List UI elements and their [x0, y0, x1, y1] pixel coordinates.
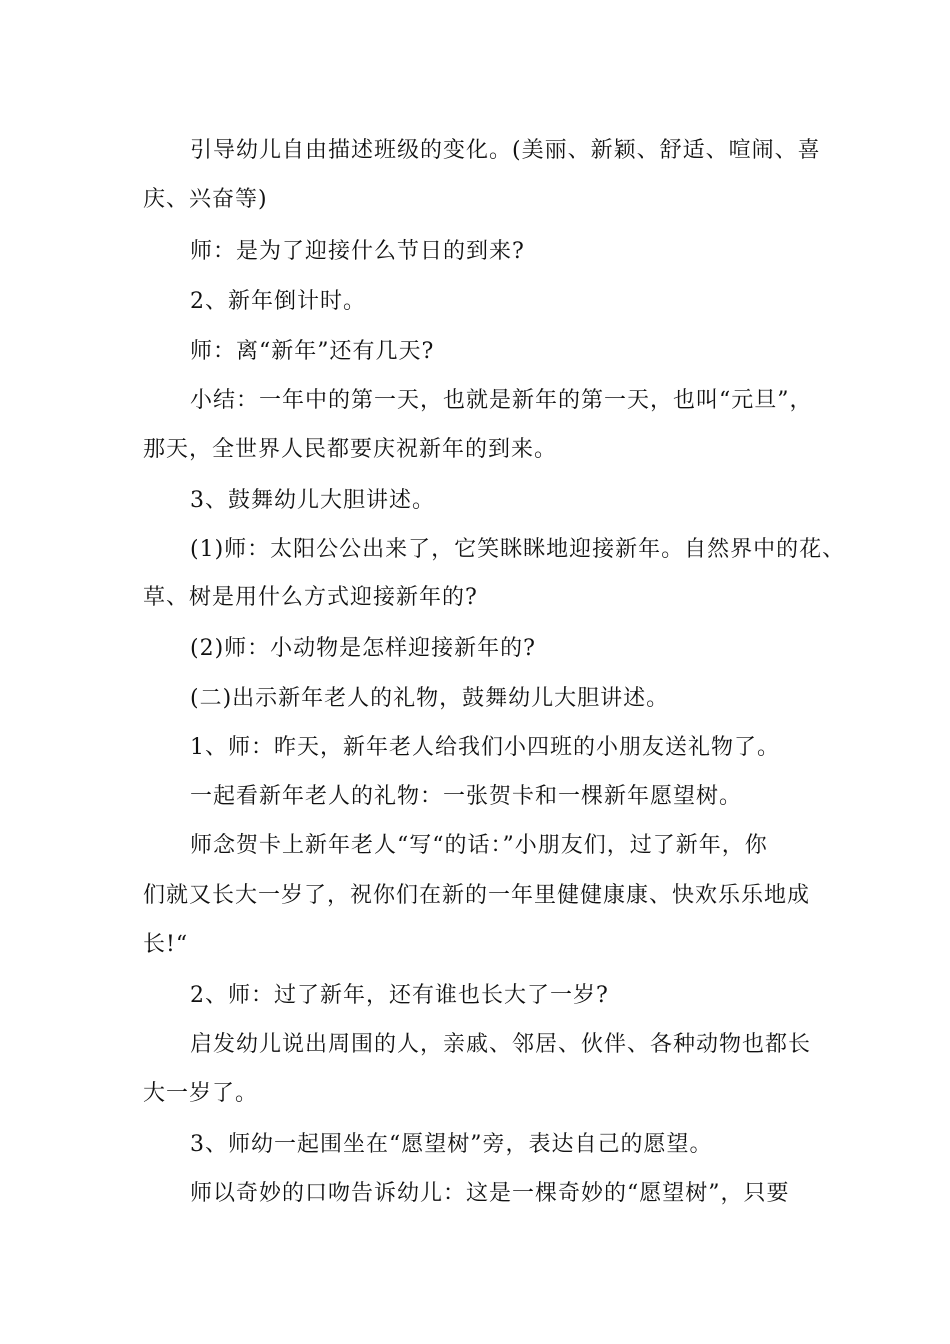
text-line: 引导幼儿自由描述班级的变化。(美丽、新颖、舒适、喧闹、喜 — [190, 138, 821, 163]
text-line: 小结：一年中的第一天，也就是新年的第一天，也叫“元旦”， — [190, 388, 813, 413]
text-line: 一起看新年老人的礼物：一张贺卡和一棵新年愿望树。 — [190, 784, 743, 809]
text-line: 师：离“新年”还有几天? — [190, 339, 435, 364]
text-line: 3、师幼一起围坐在“愿望树”旁，表达自己的愿望。 — [190, 1132, 713, 1157]
text-line: 那天，全世界人民都要庆祝新年的到来。 — [143, 437, 558, 462]
text-line: (1)师：太阳公公出来了，它笑眯眯地迎接新年。自然界中的花、 — [190, 537, 846, 562]
text-line: 大一岁了。 — [143, 1081, 259, 1106]
text-line: 启发幼儿说出周围的人，亲戚、邻居、伙伴、各种动物也都长 — [190, 1032, 812, 1057]
text-line: 们就又长大一岁了，祝你们在新的一年里健健康康、快欢乐乐地成 — [143, 883, 811, 908]
text-line: 庆、兴奋等) — [143, 187, 268, 212]
text-line: 草、树是用什么方式迎接新年的? — [143, 585, 478, 610]
text-line: 师以奇妙的口吻告诉幼儿：这是一棵奇妙的“愿望树”，只要 — [190, 1181, 790, 1206]
text-line: 师：是为了迎接什么节日的到来? — [190, 239, 525, 264]
text-line: (二)出示新年老人的礼物，鼓舞幼儿大胆讲述。 — [190, 686, 670, 711]
text-line: 3、鼓舞幼儿大胆讲述。 — [190, 488, 435, 513]
text-line: 2、新年倒计时。 — [190, 289, 366, 314]
text-line: (2)师：小动物是怎样迎接新年的? — [190, 636, 536, 661]
text-line: 1、师：昨天，新年老人给我们小四班的小朋友送礼物了。 — [190, 735, 780, 760]
text-line: 长!“ — [143, 932, 189, 957]
text-line: 师念贺卡上新年老人“写“的话：”小朋友们，过了新年，你 — [190, 833, 768, 858]
text-line: 2、师：过了新年，还有谁也长大了一岁? — [190, 983, 609, 1008]
